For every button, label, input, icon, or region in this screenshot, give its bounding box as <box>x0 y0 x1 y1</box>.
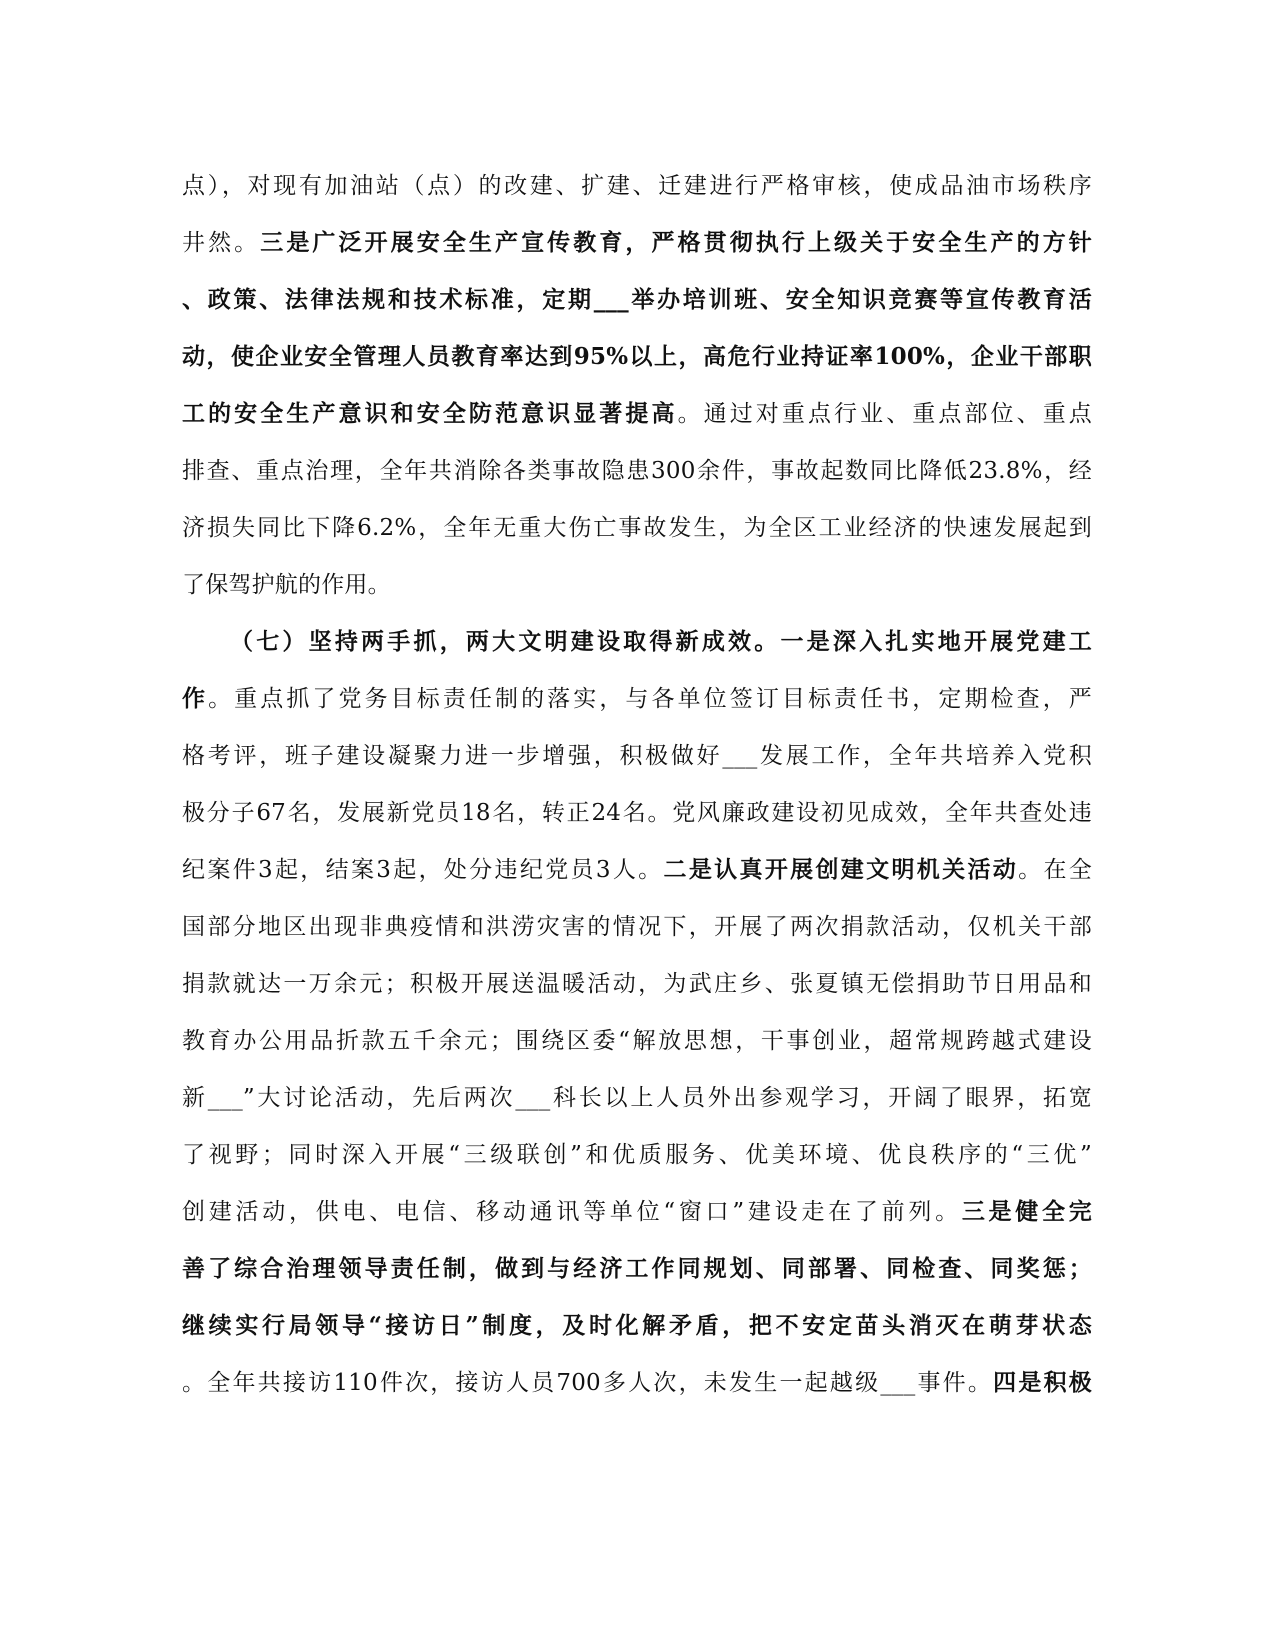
text-line: 纪案件3起，结案3起，处分违纪党员3人。二是认真开展创建文明机关活动。在全 <box>182 856 1092 883</box>
text-line: 国部分地区出现非典疫情和洪涝灾害的情况下，开展了两次捐款活动，仅机关干部 <box>182 914 1092 940</box>
text-line: 井然。三是广泛开展安全生产宣传教育，严格贯彻执行上级关于安全生产的方针 <box>182 229 1092 256</box>
text-line: 、政策、法律法规和技术标准，定期___举办培训班、安全知识竞赛等宣传教育活 <box>182 286 1092 313</box>
text-line: 捐款就达一万余元；积极开展送温暖活动，为武庄乡、张夏镇无偿捐助节日用品和 <box>182 971 1092 997</box>
text-line: 创建活动，供电、电信、移动通讯等单位“窗口”建设走在了前列。三是健全完 <box>182 1198 1092 1225</box>
text-line: 点），对现有加油站（点）的改建、扩建、迁建进行严格审核，使成品油市场秩序 <box>182 173 1092 199</box>
text-line: 极分子67名，发展新党员18名，转正24名。党风廉政建设初见成效，全年共查处违 <box>182 800 1092 826</box>
text-line: 。全年共接访110件次，接访人员700多人次，未发生一起越级___事件。四是积极 <box>182 1369 1092 1396</box>
text-line: 动，使企业安全管理人员教育率达到95%以上，高危行业持证率100%，企业干部职 <box>182 343 1092 370</box>
text-line: 继续实行局领导“接访日”制度，及时化解矛盾，把不安定苗头消灭在萌芽状态 <box>182 1312 1092 1339</box>
text-line: 新___”大讨论活动，先后两次___科长以上人员外出参观学习，开阔了眼界，拓宽 <box>182 1085 1092 1111</box>
text-line: 善了综合治理领导责任制，做到与经济工作同规划、同部署、同检查、同奖惩； <box>182 1255 1092 1282</box>
section-heading-line: （七）坚持两手抓，两大文明建设取得新成效。一是深入扎实地开展党建工 <box>230 628 1092 655</box>
text-line: 工的安全生产意识和安全防范意识显著提高。通过对重点行业、重点部位、重点 <box>182 400 1092 427</box>
text-line: 排查、重点治理，全年共消除各类事故隐患300余件，事故起数同比降低23.8%，经 <box>182 458 1092 484</box>
text-line: 济损失同比下降6.2%，全年无重大伤亡事故发生，为全区工业经济的快速发展起到 <box>182 515 1092 541</box>
text-line: 格考评，班子建设凝聚力进一步增强，积极做好___发展工作，全年共培养入党积 <box>182 743 1092 769</box>
text-line: 作。重点抓了党务目标责任制的落实，与各单位签订目标责任书，定期检查，严 <box>182 685 1092 712</box>
text-line: 教育办公用品折款五千余元；围绕区委“解放思想，干事创业，超常规跨越式建设 <box>182 1028 1092 1054</box>
text-line: 了保驾护航的作用。 <box>182 572 391 598</box>
text-line: 了视野；同时深入开展“三级联创”和优质服务、优美环境、优良秩序的“三优” <box>182 1142 1092 1168</box>
